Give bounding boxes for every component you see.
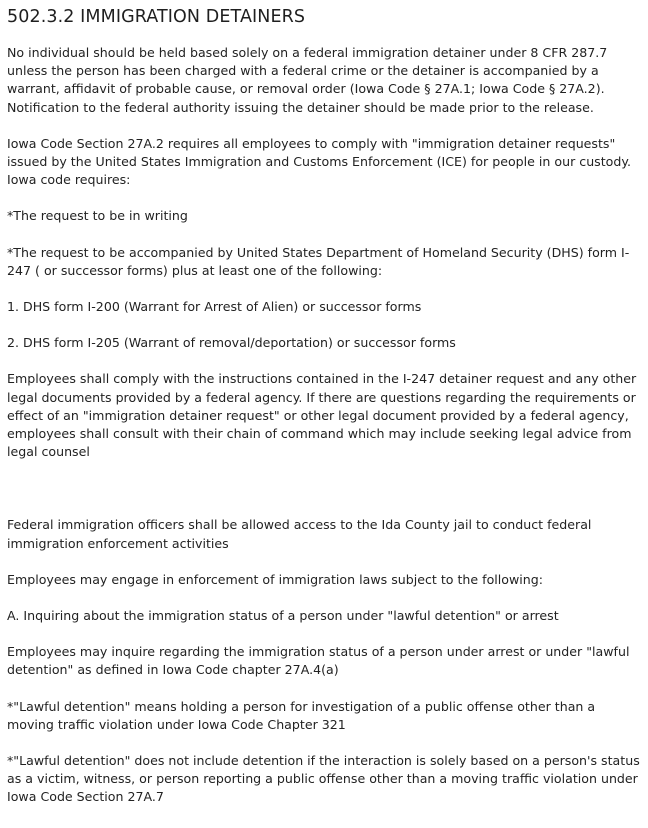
paragraph-dhs-form: *The request to be accompanied by United States Department of Homeland Security (DHS) form I- 247 ( or successor forms) plus at least one of the following:	[7, 244, 630, 278]
section-title: 502.3.2 IMMIGRATION DETAINERS	[7, 7, 306, 27]
paragraph-request-in-writing: *The request to be in writing	[7, 208, 188, 224]
paragraph-detainer-basis: No individual should be held based solely on a federal immigration detainer under 8 CFR 287.7 unless the person has been charged with a federal crime or the detainer is accompanied by a warrant, affidavit of probable cause, or removal order (Iowa Code § 27A.1; Iowa Code § 27A.2). Notification to the federal authority issuing the detainer should be made prior to the release.	[7, 45, 608, 115]
paragraph-jail-access: Federal immigration officers shall be allowed access to the Ida County jail to conduct federal immigration enforcement activities	[7, 517, 592, 551]
paragraph-lawful-detention-definition: *"Lawful detention" means holding a person for investigation of a public offense other than a moving traffic violation under Iowa Code Chapter 321	[7, 698, 596, 732]
paragraph-enforcement-intro: Employees may engage in enforcement of immigration laws subject to the following:	[7, 571, 544, 587]
paragraph-form-i205: 2. DHS form I-205 (Warrant of removal/deportation) or successor forms	[7, 335, 456, 351]
paragraph-item-a: A. Inquiring about the immigration status of a person under "lawful detention" or arrest	[7, 608, 559, 624]
paragraph-iowa-code-requirement: Iowa Code Section 27A.2 requires all employees to comply with "immigration detainer requests" issued by the United States Immigration and Customs Enforcement (ICE) for people in our custody. Iowa code requires:	[7, 135, 632, 188]
paragraph-status-inquiry: Employees may inquire regarding the immigration status of a person under arrest or under "lawful detention" as defined in Iowa Code chapter 27A.4(a)	[7, 644, 630, 678]
paragraph-lawful-detention-exclusion: *"Lawful detention" does not include detention if the interaction is solely based on a person's status as a victim, witness, or person reporting a public offense other than a moving traffic violation under Iowa Code Section 27A.7	[7, 753, 640, 805]
paragraph-compliance-instructions: Employees shall comply with the instructions contained in the I-247 detainer request and any other legal documents provided by a federal agency. If there are questions regarding the requirements or effect of an "immigration detainer request" or other legal document provided by a federal agency, employees shall consult with their chain of command which may include seeking legal advice from legal counsel	[7, 371, 637, 460]
paragraph-form-i200: 1. DHS form I-200 (Warrant for Arrest of Alien) or successor forms	[7, 299, 422, 315]
